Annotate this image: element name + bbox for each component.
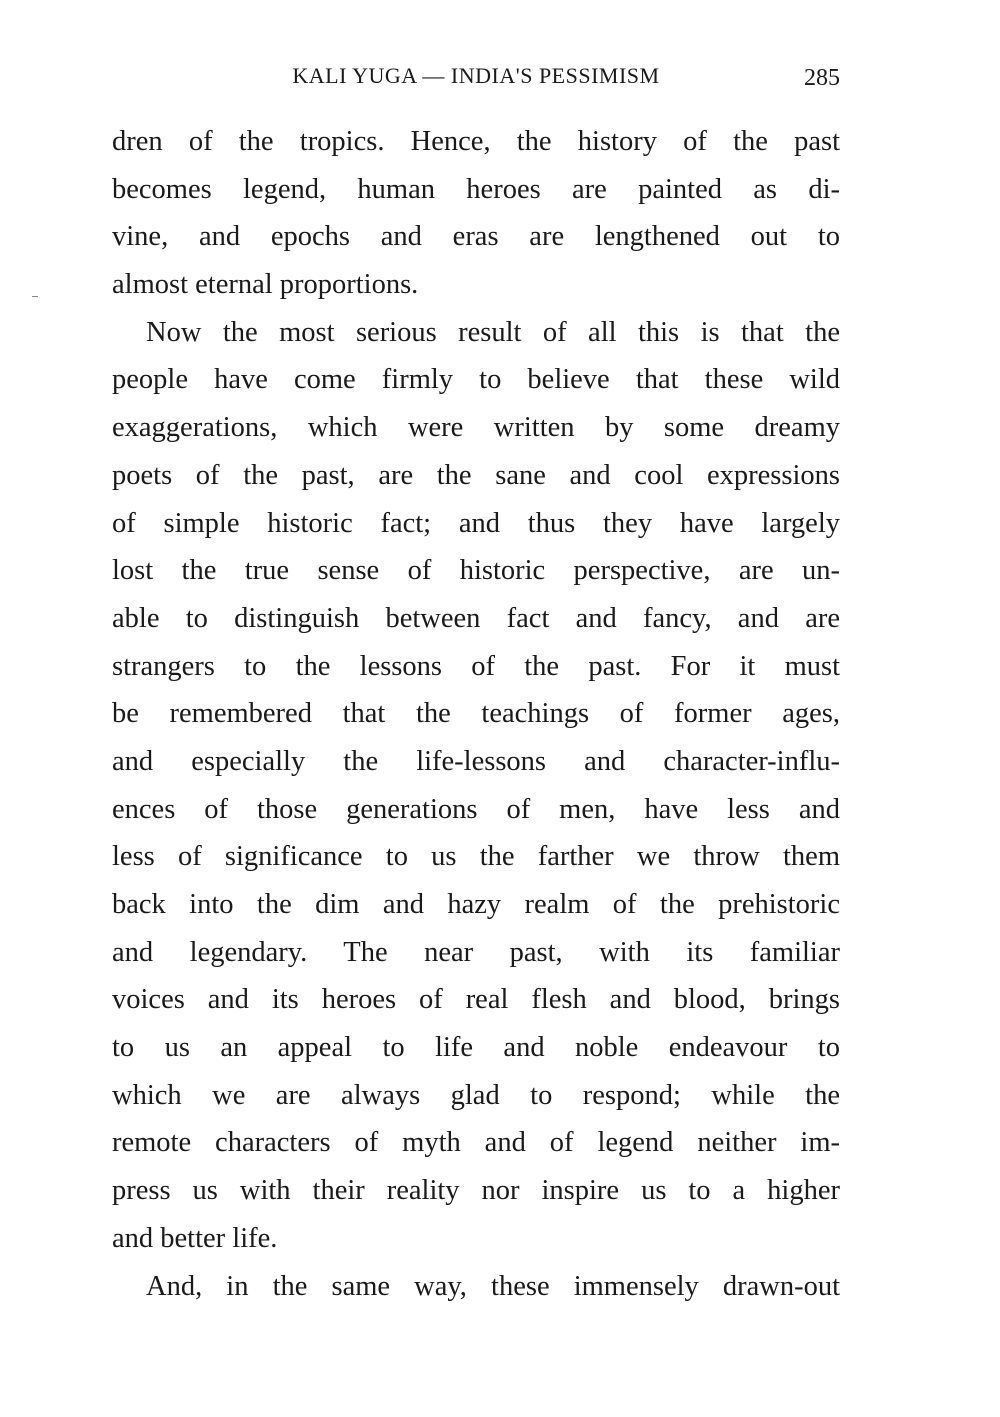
- text-line: voices and its heroes of real flesh and blood, brings: [112, 984, 840, 1016]
- text-line: able to distinguish between fact and fancy, and are: [112, 602, 840, 634]
- text-line: ences of those generations of men, have less and: [112, 793, 840, 825]
- text-line: people have come firmly to believe that these wild: [112, 364, 840, 396]
- text-line: Now the most serious result of all this is that the: [146, 316, 840, 348]
- text-line: exaggerations, which were written by some dreamy: [112, 412, 840, 444]
- running-title: KALI YUGA — INDIA'S PESSIMISM: [292, 63, 660, 88]
- text-line: less of significance to us the farther we throw them: [112, 841, 840, 873]
- running-head: [112, 58, 840, 94]
- text-line: strangers to the lessons of the past. For it must: [112, 650, 840, 682]
- text-line: remote characters of myth and of legend neither im-: [112, 1127, 840, 1159]
- text-line: to us an appeal to life and noble endeavour to: [112, 1032, 840, 1064]
- text-line: be remembered that the teachings of former ages,: [112, 698, 840, 730]
- text-line: and better life.: [112, 1222, 278, 1254]
- text-line: which we are always glad to respond; while the: [112, 1079, 840, 1111]
- text-line: poets of the past, are the sane and cool expressions: [112, 459, 840, 491]
- text-line: vine, and epochs and eras are lengthened out to: [112, 221, 840, 253]
- text-line: back into the dim and hazy realm of the prehistoric: [112, 889, 840, 920]
- body-text: [112, 118, 840, 1310]
- margin-mark: [32, 296, 38, 297]
- text-line: of simple historic fact; and thus they have largely: [112, 507, 840, 539]
- text-line: press us with their reality nor inspire us to a higher: [112, 1175, 840, 1207]
- text-line: dren of the tropics. Hence, the history of the past: [112, 126, 840, 157]
- text-line: and legendary. The near past, with its familiar: [112, 936, 840, 968]
- text-line: becomes legend, human heroes are painted as di-: [112, 173, 840, 205]
- text-line: almost eternal proportions.: [112, 269, 419, 301]
- text-line: And, in the same way, these immensely drawn-out: [146, 1270, 840, 1302]
- page-number: 285: [804, 65, 840, 91]
- text-line: lost the true sense of historic perspective, are un-: [112, 555, 840, 587]
- text-line: and especially the life-lessons and character-influ-: [112, 745, 840, 777]
